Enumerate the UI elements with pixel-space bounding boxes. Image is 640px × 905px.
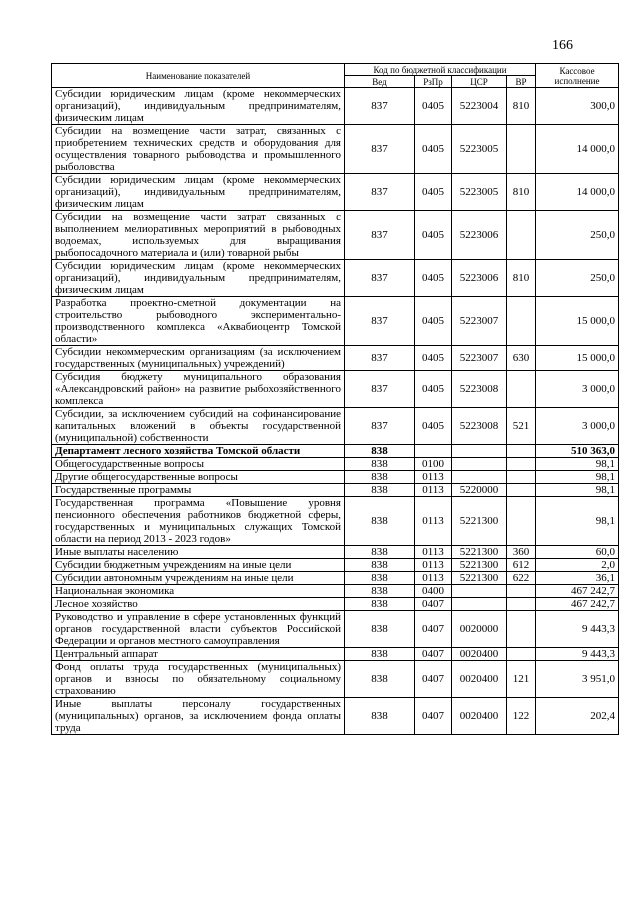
cell-amount: 3 951,0 — [536, 661, 619, 698]
cell-name: Субсидии на возмещение части затрат связанных с выполнением мелиоративных мероприятий в рыбоводных водоемах, используемых для выращивания рыбопосадочного материала и (или) товарной рыбы — [52, 211, 345, 260]
cell-amount: 250,0 — [536, 211, 619, 260]
table-row — [52, 648, 619, 661]
cell-name: Государственные программы — [52, 484, 345, 497]
cell-ved: 838 — [345, 484, 415, 497]
cell-vr: 622 — [507, 572, 536, 585]
cell-rzpr: 0405 — [415, 174, 452, 211]
cell-amount: 3 000,0 — [536, 408, 619, 445]
cell-name: Субсидии юридическим лицам (кроме некоммерческих организаций), индивидуальным предпринимателям, физическим лицам — [52, 260, 345, 297]
cell-csr: 5223008 — [452, 371, 507, 408]
cell-rzpr: 0113 — [415, 546, 452, 559]
cell-ved: 838 — [345, 598, 415, 611]
cell-ved: 837 — [345, 408, 415, 445]
cell-vr — [507, 598, 536, 611]
cell-vr — [507, 648, 536, 661]
cell-rzpr: 0405 — [415, 346, 452, 371]
cell-ved: 837 — [345, 174, 415, 211]
cell-ved: 838 — [345, 572, 415, 585]
cell-ved: 838 — [345, 698, 415, 735]
table-row — [52, 546, 619, 559]
cell-name: Иные выплаты населению — [52, 546, 345, 559]
cell-vr: 630 — [507, 346, 536, 371]
cell-rzpr: 0405 — [415, 408, 452, 445]
cell-rzpr: 0113 — [415, 572, 452, 585]
cell-name: Субсидии юридическим лицам (кроме некоммерческих организаций), индивидуальным предпринимателям, физическим лицам — [52, 174, 345, 211]
cell-ved: 837 — [345, 371, 415, 408]
cell-amount: 15 000,0 — [536, 297, 619, 346]
cell-rzpr: 0407 — [415, 648, 452, 661]
table-row — [52, 572, 619, 585]
cell-vr — [507, 211, 536, 260]
cell-csr: 0020400 — [452, 661, 507, 698]
cell-amount: 98,1 — [536, 458, 619, 471]
cell-ved: 837 — [345, 125, 415, 174]
cell-csr: 5221300 — [452, 572, 507, 585]
header-rzpr: РзПр — [415, 76, 452, 88]
cell-name: Субсидии юридическим лицам (кроме некоммерческих организаций), индивидуальным предпринимателям, физическим лицам — [52, 88, 345, 125]
cell-ved: 838 — [345, 445, 415, 458]
table-row — [52, 125, 619, 174]
cell-csr: 5220000 — [452, 484, 507, 497]
cell-csr — [452, 598, 507, 611]
cell-csr: 0020400 — [452, 698, 507, 735]
cell-rzpr: 0400 — [415, 585, 452, 598]
cell-amount: 467 242,7 — [536, 598, 619, 611]
cell-rzpr: 0407 — [415, 698, 452, 735]
cell-name: Фонд оплаты труда государственных (муниципальных) органов и взносы по обязательному социальному страхованию — [52, 661, 345, 698]
cell-csr: 5223008 — [452, 408, 507, 445]
cell-vr — [507, 371, 536, 408]
cell-ved: 837 — [345, 88, 415, 125]
cell-vr — [507, 585, 536, 598]
cell-name: Субсидии бюджетным учреждениям на иные цели — [52, 559, 345, 572]
cell-amount: 98,1 — [536, 497, 619, 546]
cell-rzpr — [415, 445, 452, 458]
cell-vr — [507, 471, 536, 484]
cell-vr — [507, 497, 536, 546]
cell-rzpr: 0405 — [415, 125, 452, 174]
cell-amount: 510 363,0 — [536, 445, 619, 458]
cell-ved: 838 — [345, 648, 415, 661]
cell-csr: 0020000 — [452, 611, 507, 648]
table-row — [52, 484, 619, 497]
cell-csr: 5221300 — [452, 497, 507, 546]
cell-amount: 14 000,0 — [536, 125, 619, 174]
table-row — [52, 471, 619, 484]
cell-csr: 5223006 — [452, 260, 507, 297]
cell-rzpr: 0113 — [415, 484, 452, 497]
cell-csr: 5223007 — [452, 346, 507, 371]
cell-csr: 5223005 — [452, 125, 507, 174]
cell-amount: 300,0 — [536, 88, 619, 125]
cell-ved: 838 — [345, 559, 415, 572]
table-row — [52, 211, 619, 260]
cell-name: Общегосударственные вопросы — [52, 458, 345, 471]
cell-amount: 3 000,0 — [536, 371, 619, 408]
table-row — [52, 371, 619, 408]
cell-name: Субсидии некоммерческим организациям (за исключением государственных (муниципальных) учреждений) — [52, 346, 345, 371]
cell-rzpr: 0405 — [415, 371, 452, 408]
cell-csr: 5221300 — [452, 546, 507, 559]
cell-name: Лесное хозяйство — [52, 598, 345, 611]
cell-ved: 838 — [345, 497, 415, 546]
table-row — [52, 297, 619, 346]
cell-ved: 838 — [345, 546, 415, 559]
cell-ved: 837 — [345, 297, 415, 346]
table-row — [52, 661, 619, 698]
cell-ved: 837 — [345, 260, 415, 297]
cell-rzpr: 0113 — [415, 497, 452, 546]
cell-csr — [452, 458, 507, 471]
cell-csr: 5223007 — [452, 297, 507, 346]
header-ved: Вед — [345, 76, 415, 88]
cell-rzpr: 0407 — [415, 661, 452, 698]
cell-amount: 14 000,0 — [536, 174, 619, 211]
cell-csr — [452, 471, 507, 484]
cell-vr: 810 — [507, 88, 536, 125]
cell-vr — [507, 458, 536, 471]
cell-amount: 60,0 — [536, 546, 619, 559]
cell-vr — [507, 125, 536, 174]
cell-name: Государственная программа «Повышение уровня пенсионного обеспечения работников бюджетной сферы, государственных и муниципальных служащих Томской области на период 2013 - 2023 годов» — [52, 497, 345, 546]
cell-vr: 360 — [507, 546, 536, 559]
cell-amount: 202,4 — [536, 698, 619, 735]
cell-amount: 250,0 — [536, 260, 619, 297]
cell-rzpr: 0113 — [415, 471, 452, 484]
cell-ved: 838 — [345, 661, 415, 698]
cell-name: Иные выплаты персоналу государственных (муниципальных) органов, за исключением фонда оплаты труда — [52, 698, 345, 735]
table-row — [52, 559, 619, 572]
cell-rzpr: 0100 — [415, 458, 452, 471]
cell-rzpr: 0113 — [415, 559, 452, 572]
cell-vr: 121 — [507, 661, 536, 698]
cell-ved: 838 — [345, 585, 415, 598]
cell-rzpr: 0405 — [415, 88, 452, 125]
cell-ved: 838 — [345, 458, 415, 471]
cell-name: Департамент лесного хозяйства Томской области — [52, 445, 345, 458]
cell-name: Другие общегосударственные вопросы — [52, 471, 345, 484]
table-row — [52, 408, 619, 445]
cell-name: Центральный аппарат — [52, 648, 345, 661]
cell-amount: 98,1 — [536, 471, 619, 484]
cell-ved: 838 — [345, 611, 415, 648]
cell-ved: 838 — [345, 471, 415, 484]
cell-csr: 0020400 — [452, 648, 507, 661]
table-row — [52, 174, 619, 211]
cell-rzpr: 0405 — [415, 297, 452, 346]
cell-name: Разработка проектно-сметной документации на строительство рыбоводного экспериментально-производственного комплекса «Аквабиоцентр Томской области» — [52, 297, 345, 346]
cell-amount: 9 443,3 — [536, 648, 619, 661]
cell-csr — [452, 445, 507, 458]
header-code-group: Код по бюджетной классификации — [345, 64, 536, 76]
table-row — [52, 497, 619, 546]
header-vr: ВР — [507, 76, 536, 88]
table-row — [52, 611, 619, 648]
cell-name: Субсидии автономным учреждениям на иные цели — [52, 572, 345, 585]
cell-vr: 810 — [507, 260, 536, 297]
cell-vr — [507, 445, 536, 458]
cell-rzpr: 0407 — [415, 598, 452, 611]
header-csr: ЦСР — [452, 76, 507, 88]
cell-vr — [507, 611, 536, 648]
page-number: 166 — [552, 38, 573, 53]
cell-rzpr: 0405 — [415, 260, 452, 297]
table-row — [52, 260, 619, 297]
header-name: Наименование показателей — [52, 64, 345, 88]
cell-csr: 5223006 — [452, 211, 507, 260]
cell-name: Руководство и управление в сфере установленных функций органов государственной власти субъектов Российской Федерации и органов местного самоуправления — [52, 611, 345, 648]
cell-amount: 2,0 — [536, 559, 619, 572]
cell-vr — [507, 297, 536, 346]
table-row — [52, 445, 619, 458]
cell-vr: 122 — [507, 698, 536, 735]
cell-vr — [507, 484, 536, 497]
cell-csr — [452, 585, 507, 598]
header-amount: Кассовое исполнение — [536, 64, 619, 88]
cell-amount: 98,1 — [536, 484, 619, 497]
cell-name: Субсидии, за исключением субсидий на софинансирование капитальных вложений в объекты государственной (муниципальной) собственности — [52, 408, 345, 445]
cell-csr: 5221300 — [452, 559, 507, 572]
cell-rzpr: 0407 — [415, 611, 452, 648]
table-row — [52, 458, 619, 471]
table-row — [52, 88, 619, 125]
cell-vr: 810 — [507, 174, 536, 211]
cell-vr: 612 — [507, 559, 536, 572]
table-row — [52, 346, 619, 371]
cell-name: Субсидия бюджету муниципального образования «Александровский район» на развитие рыбохозяйственного комплекса — [52, 371, 345, 408]
budget-table — [51, 63, 619, 735]
cell-vr: 521 — [507, 408, 536, 445]
cell-ved: 837 — [345, 346, 415, 371]
cell-csr: 5223004 — [452, 88, 507, 125]
table-row — [52, 598, 619, 611]
cell-ved: 837 — [345, 211, 415, 260]
cell-amount: 36,1 — [536, 572, 619, 585]
cell-amount: 467 242,7 — [536, 585, 619, 598]
table-body — [52, 88, 619, 735]
cell-name: Субсидии на возмещение части затрат, связанных с приобретением технических средств и оборудования для осуществления товарного рыбоводства и промышленного рыболовства — [52, 125, 345, 174]
cell-amount: 9 443,3 — [536, 611, 619, 648]
cell-rzpr: 0405 — [415, 211, 452, 260]
table-row — [52, 585, 619, 598]
cell-csr: 5223005 — [452, 174, 507, 211]
cell-amount: 15 000,0 — [536, 346, 619, 371]
table-row — [52, 698, 619, 735]
cell-name: Национальная экономика — [52, 585, 345, 598]
